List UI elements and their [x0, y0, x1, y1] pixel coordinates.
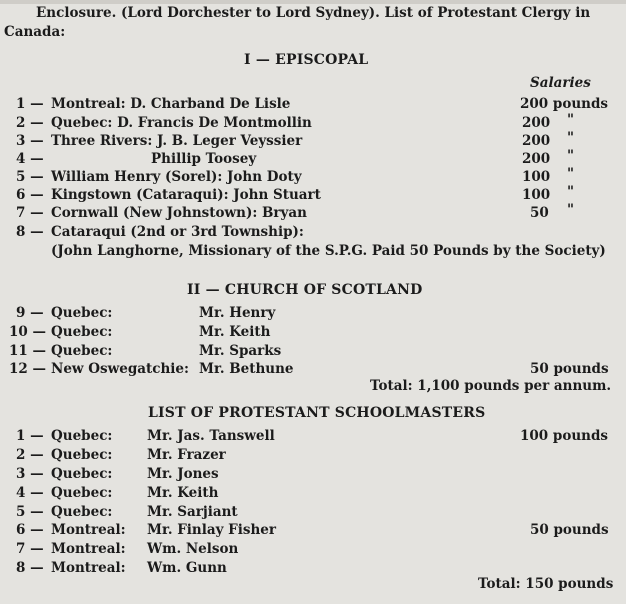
item-number: 7 — — [16, 541, 44, 557]
item-place: Quebec: — [51, 305, 113, 321]
item-name: Wm. Gunn — [147, 560, 227, 576]
episcopal-note: (John Langhorne, Missionary of the S.P.G. Paid 50 Pounds by the Society) — [51, 243, 606, 259]
item-name: Mr. Sparks — [199, 343, 282, 359]
item-place: Kingstown (Cataraqui): John Stuart — [51, 187, 321, 203]
item-place: Quebec: — [51, 485, 113, 501]
ditto-mark: " — [567, 112, 575, 128]
item-place: Quebec: — [51, 447, 113, 463]
item-place: Quebec: — [51, 324, 113, 340]
item-salary: 100 pounds — [520, 428, 608, 444]
item-salary: 100 — [522, 169, 551, 185]
item-number: 10 — — [9, 324, 46, 340]
item-name: Mr. Henry — [199, 305, 276, 321]
item-name: Mr. Keith — [147, 485, 219, 501]
item-name: Mr. Jas. Tanswell — [147, 428, 275, 444]
item-number: 7 — — [16, 205, 44, 221]
scan-edge — [0, 0, 626, 4]
item-name: Mr. Sarjiant — [147, 504, 238, 520]
item-salary: 200 — [522, 151, 551, 167]
item-place: New Oswegatchie: — [51, 361, 189, 377]
item-number: 8 — — [16, 224, 44, 240]
item-place: Montreal: — [51, 522, 126, 538]
item-number: 5 — — [16, 504, 44, 520]
item-place: Phillip Toosey — [151, 151, 257, 167]
item-name: Wm. Nelson — [147, 541, 239, 557]
item-salary: 200 — [522, 133, 551, 149]
item-number: 9 — — [16, 305, 44, 321]
item-place: Montreal: D. Charband De Lisle — [51, 96, 291, 112]
item-number: 3 — — [16, 133, 44, 149]
item-number: 4 — — [16, 485, 44, 501]
item-place: Cataraqui (2nd or 3rd Township): — [51, 224, 304, 240]
item-salary: 200 — [522, 115, 551, 131]
ditto-mark: " — [567, 166, 575, 182]
item-place: Quebec: — [51, 504, 113, 520]
scotland-heading: II — CHURCH OF SCOTLAND — [187, 282, 423, 298]
item-name: Mr. Frazer — [147, 447, 226, 463]
schoolmasters-total: Total: 150 pounds — [478, 576, 614, 592]
item-place: Montreal: — [51, 541, 126, 557]
item-place: Quebec: D. Francis De Montmollin — [51, 115, 312, 131]
item-place: Cornwall (New Johnstown): Bryan — [51, 205, 307, 221]
item-number: 6 — — [16, 522, 44, 538]
item-number: 4 — — [16, 151, 44, 167]
ditto-mark: " — [567, 148, 575, 164]
item-salary: 100 — [522, 187, 551, 203]
item-number: 1 — — [16, 96, 44, 112]
item-place: William Henry (Sorel): John Doty — [51, 169, 302, 185]
ditto-mark: " — [567, 202, 575, 218]
item-number: 2 — — [16, 115, 44, 131]
schoolmasters-heading: LIST OF PROTESTANT SCHOOLMASTERS — [148, 405, 486, 421]
item-place: Quebec: — [51, 428, 113, 444]
item-salary: 50 pounds — [530, 361, 609, 377]
scotland-total: Total: 1,100 pounds per annum. — [370, 378, 612, 394]
item-name: Mr. Finlay Fisher — [147, 522, 276, 538]
item-place: Quebec: — [51, 466, 113, 482]
item-number: 6 — — [16, 187, 44, 203]
item-salary: 50 pounds — [530, 522, 609, 538]
item-number: 2 — — [16, 447, 44, 463]
item-place: Quebec: — [51, 343, 113, 359]
item-number: 12 — — [9, 361, 46, 377]
item-name: Mr. Bethune — [199, 361, 294, 377]
item-number: 3 — — [16, 466, 44, 482]
item-salary: 200 pounds — [520, 96, 608, 112]
episcopal-heading: I — EPISCOPAL — [244, 52, 369, 68]
item-place: Montreal: — [51, 560, 126, 576]
ditto-mark: " — [567, 130, 575, 146]
item-number: 8 — — [16, 560, 44, 576]
item-number: 5 — — [16, 169, 44, 185]
item-name: Mr. Jones — [147, 466, 219, 482]
intro-line-2: Canada: — [4, 24, 66, 40]
ditto-mark: " — [567, 184, 575, 200]
salaries-heading: Salaries — [530, 75, 591, 91]
item-place: Three Rivers: J. B. Leger Veyssier — [51, 133, 303, 149]
item-salary: 50 — [530, 205, 549, 221]
item-number: 11 — — [9, 343, 46, 359]
item-name: Mr. Keith — [199, 324, 271, 340]
item-number: 1 — — [16, 428, 44, 444]
intro-line-1: Enclosure. (Lord Dorchester to Lord Sydney). List of Protestant Clergy in — [36, 5, 591, 21]
